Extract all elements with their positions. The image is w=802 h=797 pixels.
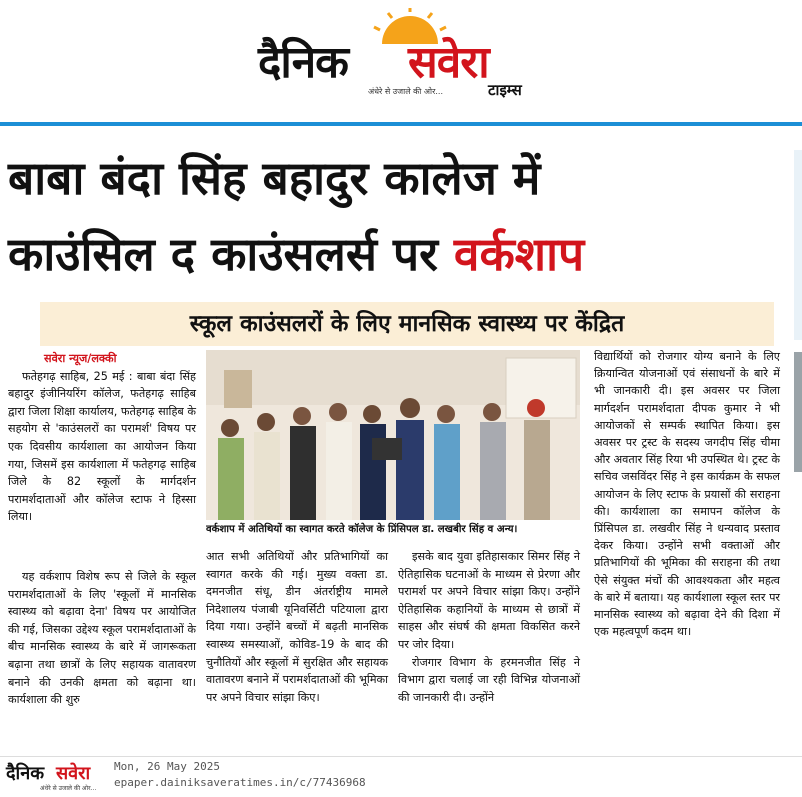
col1-paragraph-1: फतेहगढ़ साहिब, 25 मई : बाबा बंदा सिंह बहादुर इंजीनियरिंग कॉलेज, फतेहगढ़ साहिब द्वारा जिला शिक्षा कार्यालय, फतेहगढ़ साहिब के सहयोग से 'काउंसलरों का परामर्श' विषय पर एक दिवसीय कार्यशाला का आयोजन किया गया, जिसमें इस कार्यशाला में फतेहगढ़ साहिब जिले के 82 स्कूलों के मार्गदर्शन परामर्शदाताओं और कॉलेज स्टाफ ने हिस्सा लिया।	[8, 369, 196, 524]
brand-tagline: अंधेरे से उजाले की ओर...	[368, 87, 444, 96]
epaper-footer	[0, 756, 802, 797]
adjacent-article-edge	[792, 140, 802, 720]
col1-paragraph-2: यह वर्कशाप विशेष रूप से जिले के स्कूल परामर्शदाताओं के लिए 'स्कूलों में मानसिक स्वास्थ्य को बढ़ावा देना' विषय पर आयोजित की गई, जिसका उद्देश्य स्कूल परामर्शदाताओं के बीच मानसिक स्वास्थ्य के बारे में जागरूकता बढ़ाना तथा छात्रों के लिए सहायक वातावरण बनाने की उनकी क्षमता को बढ़ाना था। कार्यशाला की शुरु	[8, 570, 197, 707]
headline-line2	[8, 216, 788, 292]
column-1-top	[8, 350, 196, 526]
byline: सवेरा न्यूज/लक्की	[44, 352, 117, 365]
col2-paragraph: आत सभी अतिथियों और प्रतिभागियों का स्वागत करके की गई। मुख्य वक्ता डा. दमनजीत संधू, डीन अंतर्राष्ट्रीय मामले निदेशालय पंजाबी यूनिवर्सिटी पटियाला द्वारा दिया गया। उन्होंने बच्चों में बढ़ती मानसिक स्वास्थ्य समस्याओं, कोविड-19 के बाद की चुनौतियों और स्कूलों में सुरक्षित और सहायक वातावरण बनाने में परामर्शदाताओं की भूमिका पर अपने विचार सांझा किए।	[206, 550, 388, 704]
footer-tagline: अंधेरे से उजाले की ओर...	[40, 785, 97, 792]
photo-caption: वर्कशाप में अतिथियों का स्वागत करते कॉलेज के प्रिंसिपल डा. लखबीर सिंह व अन्य।	[206, 520, 580, 540]
footer-brand-part2: सवेरा	[56, 763, 91, 784]
article-headline	[8, 140, 788, 292]
headline-line2-red: वर्कशाप	[453, 227, 585, 281]
col3-paragraph-2: रोजगार विभाग के हरमनजीत सिंह ने विभाग द्वारा चलाई जा रही विभिन्न योजनाओं की जानकारी दी। उन्होंने	[398, 655, 580, 704]
col4-paragraph: विद्यार्थियों को रोजगार योग्य बनाने के लिए क्रियान्वित योजनाओं एवं संसाधनों के बारे में भी जानकारी दी। इस अवसर पर जिला मार्गदर्शन परामर्शदाता दीपक कुमार ने भी आयोजकों से सम्पर्क स्थापित किया। इस अवसर पर ट्रस्ट के सदस्य जगदीप सिंह चीमा और अवतार सिंह रिया भी उपस्थित थे। ट्रस्ट के सचिव जसविंदर सिंह ने इस कार्यक्रम के सफल आयोजन के लिए स्टाफ के प्रयासों की सराहना की। कार्यशाला का समापन कॉलेज के प्रिंसिपल डा. लखवीर सिंह ने धन्यवाद प्रस्ताव देकर किया। उन्होंने सभी वक्ताओं और प्रतिभागियों की भूमिका की सराहना की तथा ऐसे संयुक्त मंचों की आवश्यकता और महत्व के बारे में बताया। यह कार्यशाला स्कूल स्तर पर मानसिक स्वास्थ्य को बढ़ावा देने की दिशा में एक महत्वपूर्ण कदम था।	[594, 350, 780, 639]
col3-paragraph-1: इसके बाद युवा इतिहासकार सिमर सिंह ने ऐतिहासिक घटनाओं के माध्यम से प्रेरणा और परामर्श पर अपने विचार सांझा किए। उन्होंने ऐतिहासिक कहानियों के माध्यम से छात्रों में साहस और संघर्ष की क्षमता विकसित करने पर जोर दिया।	[398, 550, 580, 651]
brand-part1: दैनिक	[258, 37, 348, 88]
footer-date: Mon, 26 May 2025	[114, 760, 220, 773]
masthead-divider	[0, 122, 802, 126]
column-3	[398, 548, 580, 706]
headline-line1: बाबा बंदा सिंह बहादुर कालेज में	[8, 151, 541, 205]
masthead	[0, 0, 802, 122]
brand-part2: सवेरा	[408, 37, 489, 88]
headline-line2-black: काउंसिल द काउंसलर्स पर	[8, 227, 454, 281]
footer-url[interactable]: epaper.dainiksaveratimes.in/c/77436968	[114, 776, 366, 789]
column-2	[206, 548, 388, 706]
article-subheadline: स्कूल काउंसलरों के लिए मानसिक स्वास्थ्य पर केंद्रित	[40, 302, 774, 346]
newspaper-logo	[258, 8, 558, 108]
column-4	[594, 348, 780, 640]
footer-brand-part1: दैनिक	[6, 763, 45, 784]
column-1-bottom	[8, 568, 196, 709]
article-photo	[206, 350, 580, 520]
brand-suffix: टाइम्स	[488, 81, 522, 99]
group-photo-illustration	[206, 350, 580, 520]
